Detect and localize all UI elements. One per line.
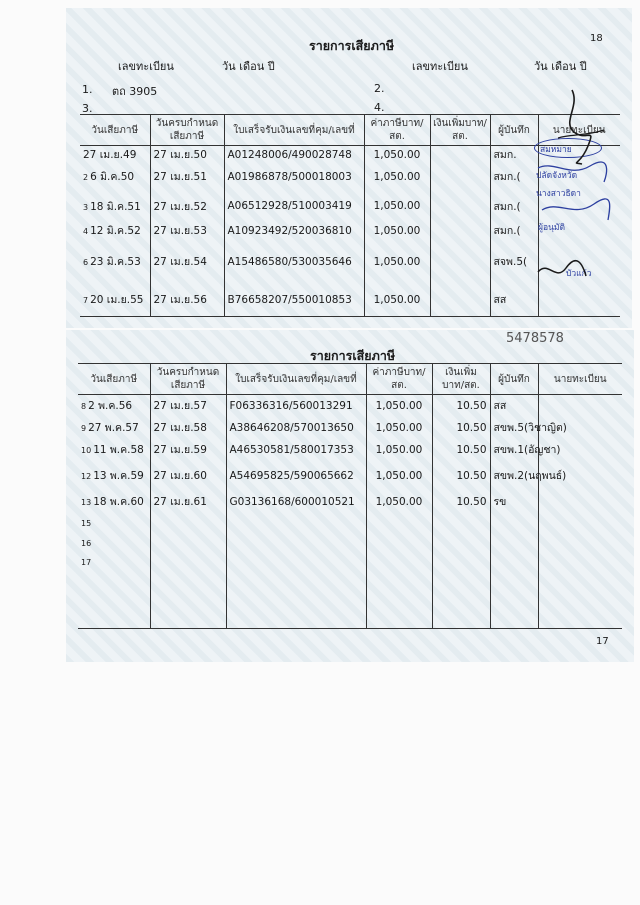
row-number: 3 (83, 202, 89, 212)
pay-date-cell (78, 553, 150, 629)
recorder-cell: สขพ.1(อัญชา) (490, 439, 538, 461)
header-surcharge: เงินเพิ่มบาท/สต. (430, 115, 490, 146)
pay-date: 13 พ.ค.59 (93, 470, 144, 482)
registrar-cell (538, 395, 622, 417)
header-due-date: วันครบกำหนดเสียภาษี (150, 364, 226, 395)
recorder-cell (490, 533, 538, 553)
pay-date-cell (78, 513, 150, 533)
pay-date-cell (78, 395, 150, 417)
header-recorder: ผู้บันทึก (490, 115, 538, 146)
tax-cell: 1,050.00 (364, 222, 430, 239)
surcharge-cell (430, 284, 490, 316)
due-date-cell: 27 เม.ย.61 (150, 491, 226, 513)
reg-row-number: 1. (82, 83, 93, 96)
due-date-cell: 27 เม.ย.60 (150, 461, 226, 491)
receipt-cell (226, 513, 366, 533)
recorder-cell: สมก. (490, 146, 538, 164)
pay-date-cell (78, 439, 150, 461)
tax-cell (366, 553, 432, 629)
tax-cell: 1,050.00 (366, 461, 432, 491)
row-number: 16 (81, 538, 92, 548)
tax-record-page-18 (66, 8, 632, 328)
table-row (80, 284, 620, 316)
due-date-cell (150, 553, 226, 629)
header-receipt: ใบเสร็จรับเงินเลขที่คุม/เลขที่ (226, 364, 366, 395)
due-date-cell (150, 533, 226, 553)
pay-date-cell: 27 เม.ย.49 (83, 149, 137, 161)
receipt-cell: A01986878/500018003 (224, 163, 364, 190)
table-row (78, 491, 622, 513)
tax-cell: 1,050.00 (366, 491, 432, 513)
pay-date: 18 พ.ค.60 (93, 496, 144, 508)
surcharge-cell: 10.50 (432, 461, 490, 491)
recorder-cell: สส (490, 395, 538, 417)
recorder-cell (490, 513, 538, 533)
receipt-cell: B76658207/550010853 (224, 284, 364, 316)
header-pay-date: วันเสียภาษี (80, 115, 150, 146)
pay-date: 20 เม.ย.55 (90, 294, 144, 307)
pay-date-cell (78, 461, 150, 491)
receipt-cell: A01248006/490028748 (224, 146, 364, 164)
recorder-cell: รข (490, 491, 538, 513)
pay-date: 12 มิ.ค.52 (90, 225, 141, 237)
table-row (78, 553, 622, 629)
row-number: 6 (83, 258, 89, 267)
row-number: 9 (81, 424, 87, 433)
blue-signature (534, 138, 614, 228)
official-stamp-text: สมหมาย (540, 145, 572, 155)
tax-cell: 1,050.00 (366, 439, 432, 461)
due-date-cell: 27 เม.ย.50 (150, 146, 224, 164)
handwritten-signature (536, 256, 606, 286)
header-pay-date: วันเสียภาษี (78, 364, 150, 395)
pay-date: 11 พ.ค.58 (93, 444, 144, 456)
due-date-cell (150, 513, 226, 533)
pay-date-cell (80, 222, 150, 239)
page-number: 18 (590, 33, 603, 44)
pay-date-cell (78, 417, 150, 439)
table-header-row (78, 364, 622, 395)
pay-date: 2 พ.ค.56 (88, 400, 133, 413)
reg-row-value: ตถ 3905 (112, 85, 158, 98)
header-registrar: นายทะเบียน (538, 364, 622, 395)
row-number: 4 (83, 227, 89, 236)
pay-date-cell (80, 239, 150, 284)
surcharge-cell: 10.50 (432, 439, 490, 461)
tax-payment-table (78, 363, 622, 629)
receipt-cell: F06336316/560013291 (226, 395, 366, 417)
tax-cell: 1,050.00 (364, 163, 430, 190)
due-date-cell: 27 เม.ย.59 (150, 439, 226, 461)
registrar-cell (538, 491, 622, 513)
row-number: 13 (81, 498, 92, 507)
row-number: 10 (81, 446, 92, 455)
pay-date-cell (78, 491, 150, 513)
due-date-cell: 27 เม.ย.58 (150, 417, 226, 439)
surcharge-cell (432, 533, 490, 553)
official-stamp-text: นางสาวธิดา (536, 189, 581, 199)
receipt-cell (226, 533, 366, 553)
registration-label-2: เลขทะเบียน (412, 60, 468, 73)
recorder-cell (490, 553, 538, 629)
header-tax-amount: ค่าภาษีบาท/สต. (366, 364, 432, 395)
table-row (78, 439, 622, 461)
tax-cell: 1,050.00 (366, 395, 432, 417)
pay-date-cell (80, 190, 150, 222)
page-title: รายการเสียภาษี (310, 348, 396, 363)
receipt-cell (226, 553, 366, 629)
date-label-2: วัน เดือน ปี (534, 60, 587, 73)
serial-number: 5478578 (506, 331, 564, 346)
pay-date: 27 พ.ค.57 (88, 422, 139, 434)
surcharge-cell: 10.50 (432, 491, 490, 513)
recorder-cell: สส (490, 284, 538, 316)
tax-cell: 1,050.00 (364, 146, 430, 164)
tax-cell (366, 513, 432, 533)
receipt-cell: A06512928/510003419 (224, 190, 364, 222)
table-row (78, 513, 622, 533)
row-number: 12 (81, 472, 92, 481)
tax-cell: 1,050.00 (364, 284, 430, 316)
surcharge-cell (430, 146, 490, 164)
tax-cell: 1,050.00 (364, 190, 430, 222)
official-stamp-text: ปลัดจังหวัด (536, 171, 578, 181)
surcharge-cell (430, 163, 490, 190)
header-receipt: ใบเสร็จรับเงินเลขที่คุม/เลขที่ (224, 115, 364, 146)
due-date-cell: 27 เม.ย.57 (150, 395, 226, 417)
reg-row-number: 3. (82, 102, 93, 115)
recorder-cell: สขพ.5(วิชาญิต) (490, 417, 538, 439)
row-number: 8 (81, 402, 87, 412)
official-stamp-text: ผู้อนุมัติ (538, 223, 566, 233)
header-tax-amount: ค่าภาษีบาท/สต. (364, 115, 430, 146)
pay-date: 6 มิ.ค.50 (90, 171, 135, 183)
header-due-date: วันครบกำหนดเสียภาษี (150, 115, 224, 146)
table-row (78, 533, 622, 553)
page-number: 17 (596, 636, 609, 647)
recorder-cell: สมก.( (490, 190, 538, 222)
header-recorder: ผู้บันทึก (490, 364, 538, 395)
header-surcharge: เงินเพิ่มบาท/สต. (432, 364, 490, 395)
pay-date: 23 มิ.ค.53 (90, 256, 141, 268)
official-stamp-text: บัวแก้ว (566, 269, 592, 279)
pay-date-cell (80, 163, 150, 190)
pay-date: 18 มิ.ค.51 (90, 200, 141, 213)
page-title: รายการเสียภาษี (309, 38, 395, 53)
registrar-cell (538, 533, 622, 553)
surcharge-cell (430, 222, 490, 239)
row-number: 7 (83, 296, 89, 306)
registrar-cell (538, 284, 620, 316)
receipt-cell: A38646208/570013650 (226, 417, 366, 439)
date-label: วัน เดือน ปี (222, 60, 275, 73)
header-registrar: นายทะเบียน (538, 115, 620, 146)
registration-label: เลขทะเบียน (118, 60, 174, 73)
due-date-cell: 27 เม.ย.52 (150, 190, 224, 222)
tax-cell: 1,050.00 (364, 239, 430, 284)
recorder-cell: สมก.( (490, 163, 538, 190)
table-row (78, 461, 622, 491)
due-date-cell: 27 เม.ย.54 (150, 239, 224, 284)
receipt-cell: A15486580/530035646 (224, 239, 364, 284)
receipt-cell: A10923492/520036810 (224, 222, 364, 239)
pay-date-cell (78, 533, 150, 553)
receipt-cell: G03136168/600010521 (226, 491, 366, 513)
reg-row-number: 4. (374, 101, 385, 114)
recorder-cell: สขพ.2(นฤพนธ์) (490, 461, 538, 491)
due-date-cell: 27 เม.ย.53 (150, 222, 224, 239)
table-row (78, 395, 622, 417)
surcharge-cell (432, 553, 490, 629)
recorder-cell: สมก.( (490, 222, 538, 239)
due-date-cell: 27 เม.ย.51 (150, 163, 224, 190)
pay-date-cell (80, 284, 150, 316)
reg-row-number: 2. (374, 82, 385, 95)
row-number: 15 (81, 518, 92, 528)
receipt-cell: A46530581/580017353 (226, 439, 366, 461)
recorder-cell: สจพ.5( (490, 239, 538, 284)
row-number: 17 (81, 557, 92, 567)
registrar-cell (538, 553, 622, 629)
surcharge-cell (430, 190, 490, 222)
tax-cell (366, 533, 432, 553)
registrar-cell (538, 513, 622, 533)
surcharge-cell: 10.50 (432, 417, 490, 439)
table-row (78, 417, 622, 439)
surcharge-cell (432, 513, 490, 533)
due-date-cell: 27 เม.ย.56 (150, 284, 224, 316)
receipt-cell: A54695825/590065662 (226, 461, 366, 491)
row-number: 2 (83, 173, 89, 182)
tax-cell: 1,050.00 (366, 417, 432, 439)
surcharge-cell: 10.50 (432, 395, 490, 417)
tax-record-page-17 (66, 330, 634, 662)
surcharge-cell (430, 239, 490, 284)
